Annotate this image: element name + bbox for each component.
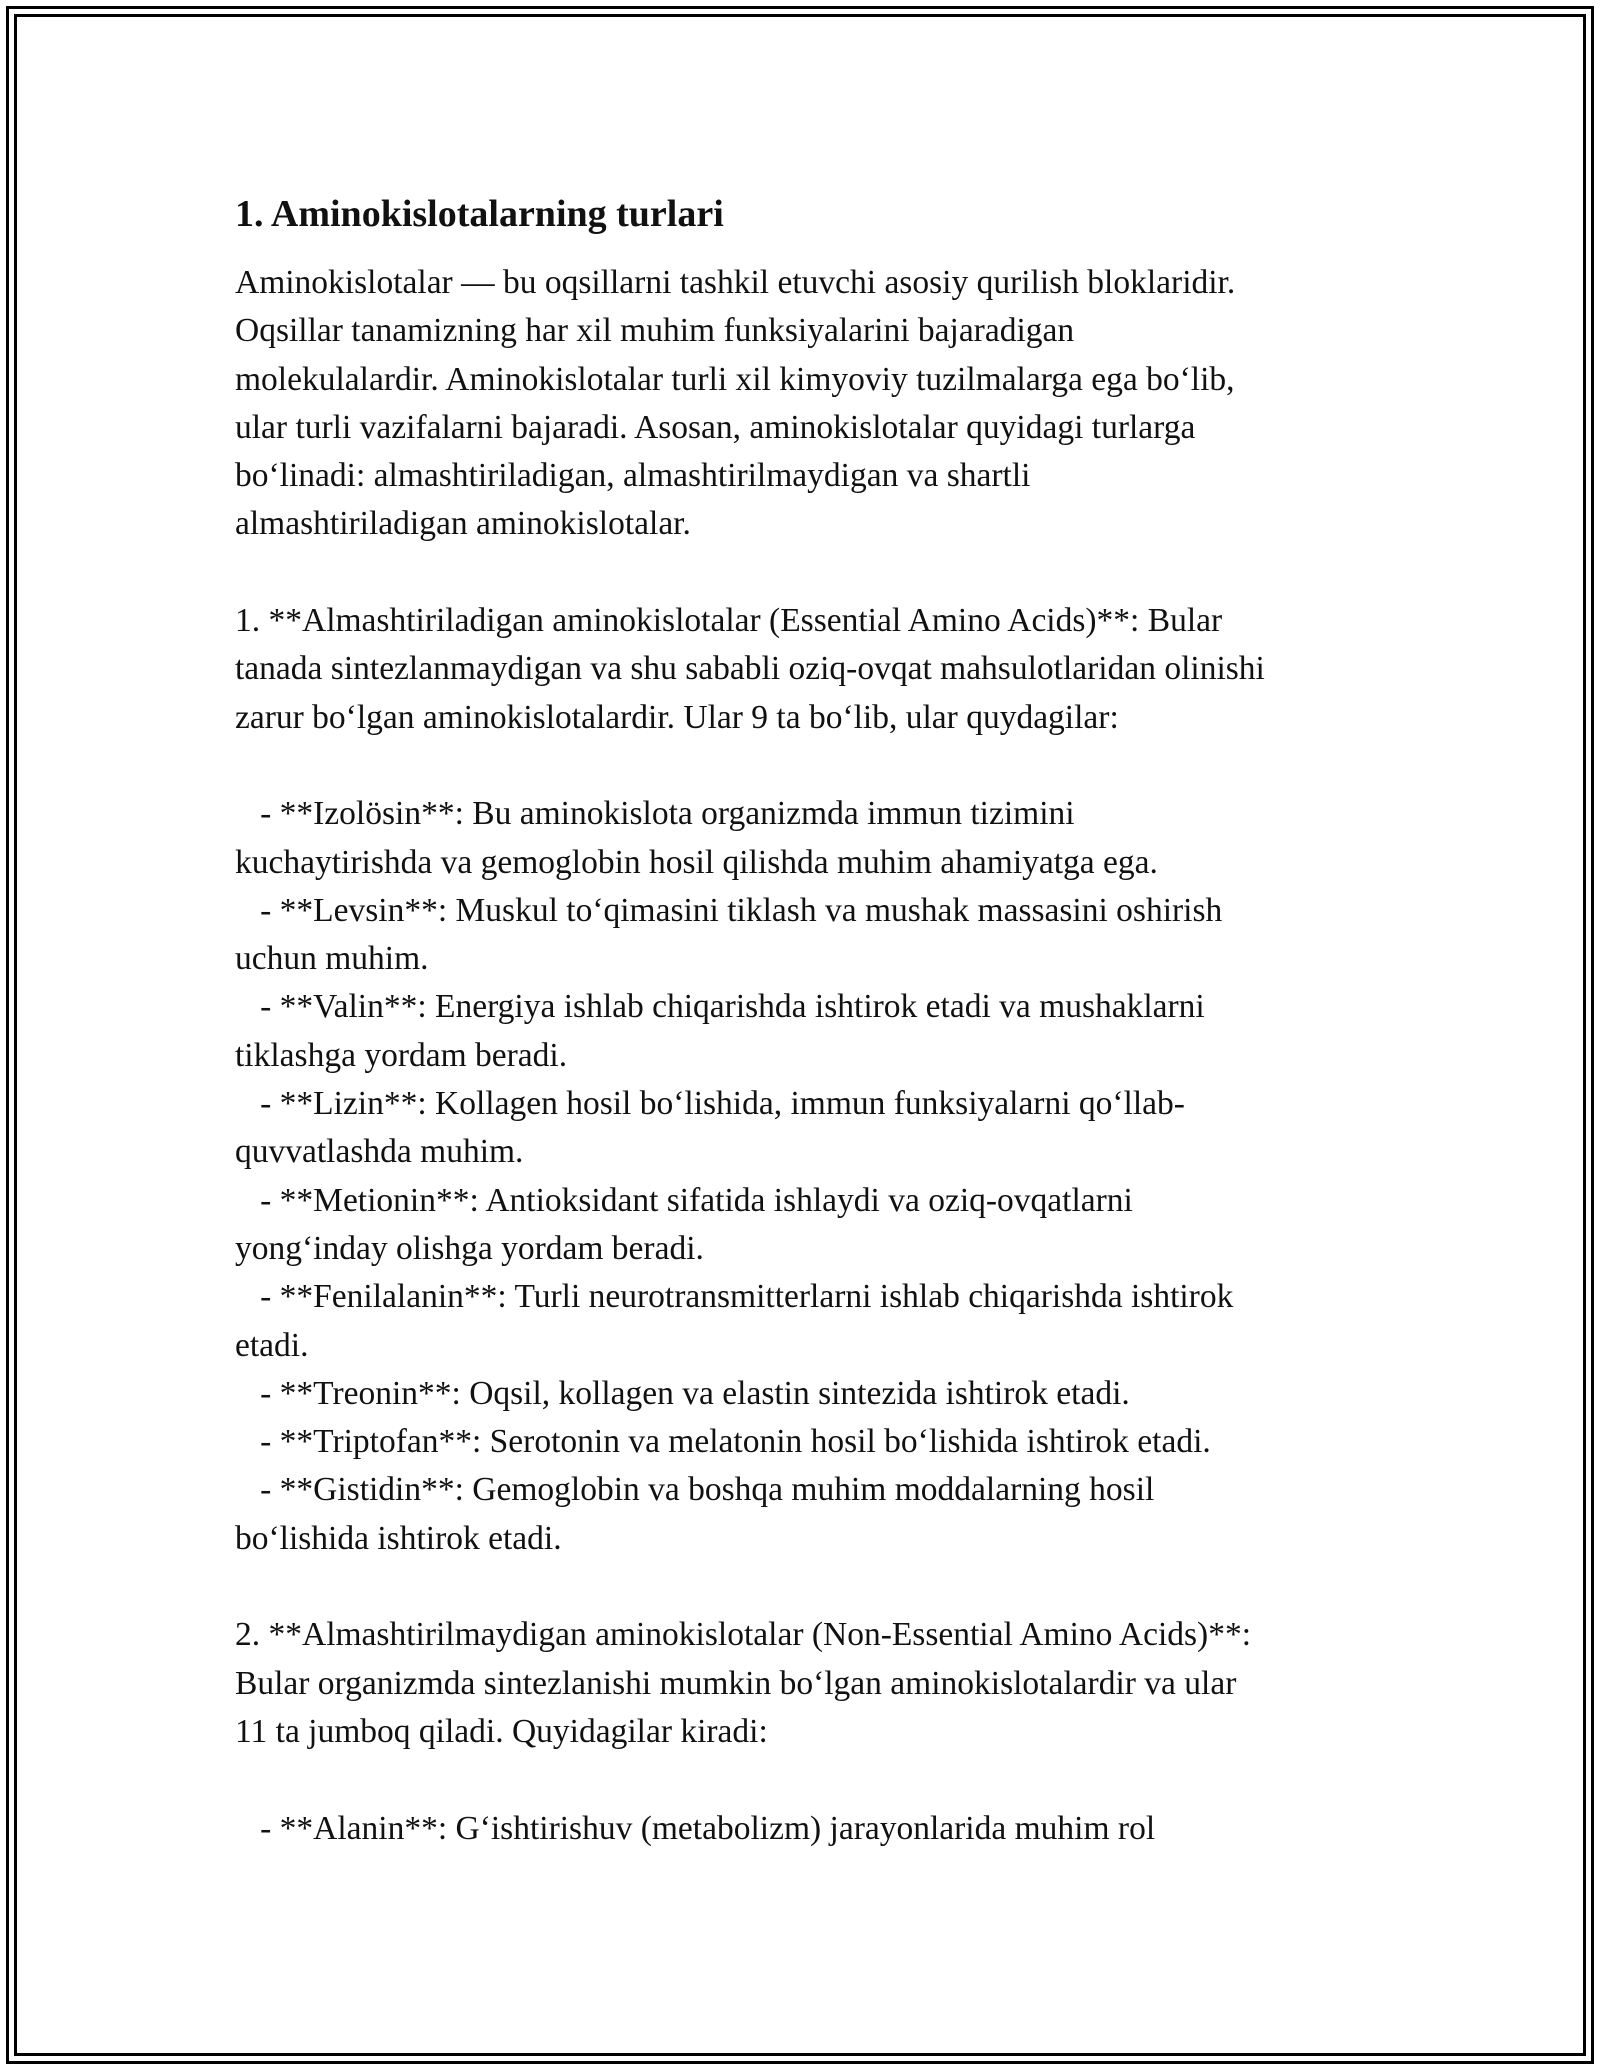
non-essential-amino-acids-list — [235, 1805, 1375, 1853]
list-item: - **Gistidin**: Gemoglobin va boshqa muhim moddalarning hosil bo‘lishida ishtirok etadi. — [235, 1471, 1155, 1557]
intro-paragraph: Aminokislotalar — bu oqsillarni tashkil etuvchi asosiy qurilish bloklaridir. Oqsillar tanamizning har xil muhim funksiyalarini bajaradigan molekulalardir. Aminokislotalar turli xil kimyoviy tuzilmalarga ega bo‘lib, ular turli vazifalarni bajaradi. Asosan, aminokislotalar quyidagi turlarga bo‘linadi: almashtiriladigan, almashtirilmaydigan va shartli almashtiriladigan aminokislotalar. — [235, 264, 1236, 543]
document-body — [235, 186, 1375, 1853]
list-item: - **Levsin**: Muskul to‘qimasini tiklash va mushak massasini oshirish uchun muhim. — [235, 891, 1223, 978]
essential-amino-acids-list — [235, 790, 1375, 1563]
section-heading: 1. Aminokislotalarning turlari — [235, 193, 724, 235]
non-essential-amino-acids-intro: 2. **Almashtirilmaydigan aminokislotalar (Non-Essential Amino Acids)**: Bular organizmda sintezlanishi mumkin bo‘lgan aminokislotalardir va ular 11 ta jumboq qiladi. Quyidagilar kiradi: — [235, 1616, 1252, 1750]
list-item: - **Triptofan**: Serotonin va melatonin hosil bo‘lishida ishtirok etadi. — [235, 1423, 1211, 1461]
list-item: - **Valin**: Energiya ishlab chiqarishda ishtirok etadi va mushaklarni tiklashga yordam beradi. — [235, 988, 1205, 1074]
list-item: - **Metionin**: Antioksidant sifatida ishlaydi va oziq-ovqatlarni yong‘inday olishga yordam beradi. — [235, 1181, 1133, 1267]
list-item: - **Fenilalanin**: Turli neurotransmitterlarni ishlab chiqarishda ishtirok etadi. — [235, 1278, 1234, 1364]
list-item: - **Treonin**: Oqsil, kollagen va elastin sintezida ishtirok etadi. — [235, 1374, 1130, 1412]
list-item: - **Izolösin**: Bu aminokislota organizmda immun tizimini kuchaytirishda va gemoglobin hosil qilishda muhim ahamiyatga ega. — [235, 795, 1158, 881]
list-item: - **Lizin**: Kollagen hosil bo‘lishida, immun funksiyalarni qo‘llab- quvvatlashda muhim. — [235, 1085, 1185, 1171]
list-item: - **Alanin**: G‘ishtirishuv (metabolizm) jarayonlarida muhim rol — [235, 1809, 1156, 1847]
essential-amino-acids-intro: 1. **Almashtiriladigan aminokislotalar (Essential Amino Acids)**: Bular tanada sintezlanmaydigan va shu sababli oziq-ovqat mahsulotlaridan olinishi zarur bo‘lgan aminokislotalardir. Ular 9 ta bo‘lib, ular quydagilar: — [235, 602, 1265, 736]
